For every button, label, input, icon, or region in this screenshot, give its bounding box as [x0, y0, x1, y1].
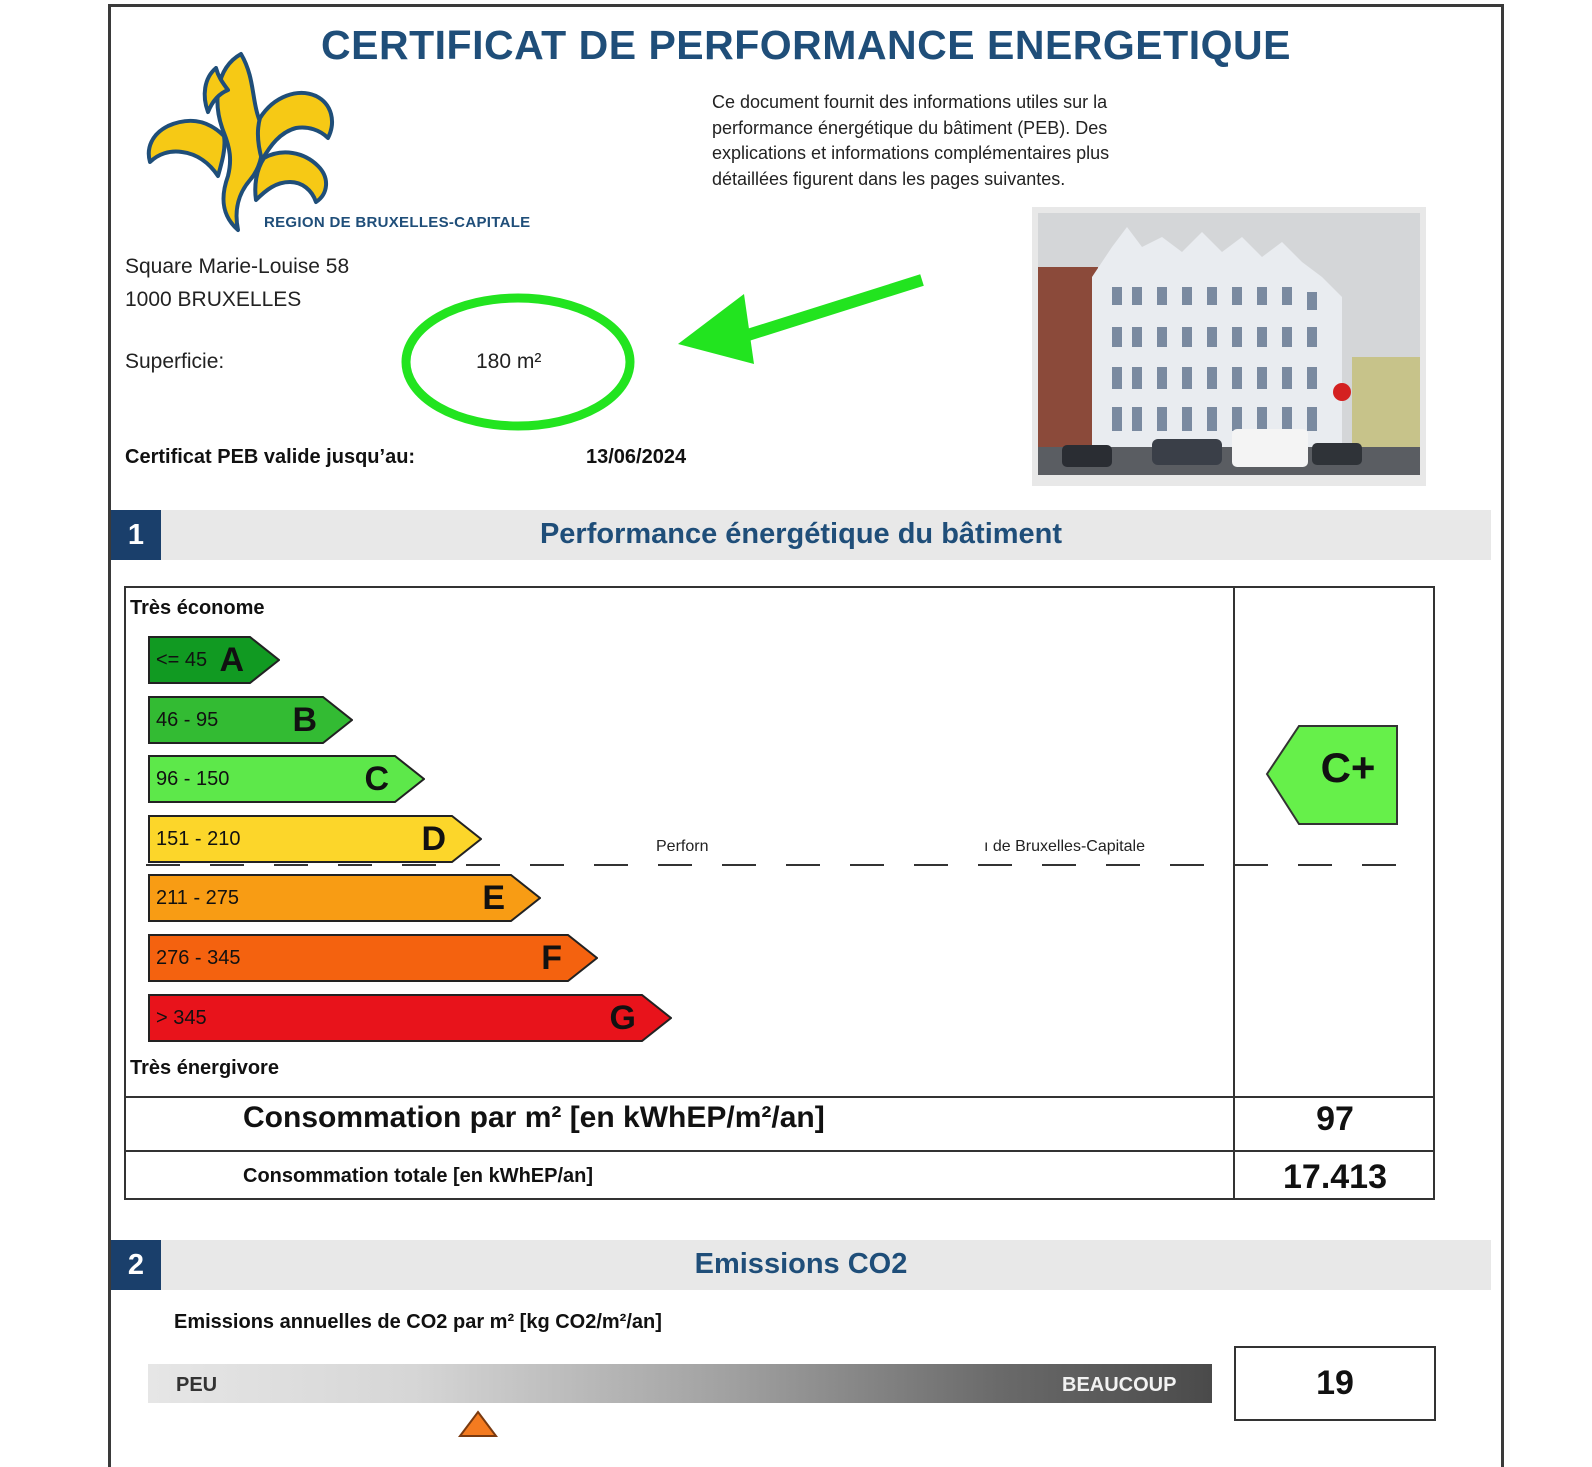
validity-date: 13/06/2024: [586, 446, 687, 468]
address-street: Square Marie-Louise 58: [125, 255, 350, 278]
energy-band-range: <= 45: [156, 648, 208, 671]
energy-band-range: 96 - 150: [156, 767, 230, 790]
consumption-m2-value: 97: [1316, 1100, 1354, 1138]
energy-band-c: [148, 755, 425, 803]
validity-label: Certificat PEB valide jusqu’au:: [125, 446, 416, 468]
superficie-value: 180 m²: [476, 350, 542, 373]
energy-band-range: 276 - 345: [156, 946, 241, 969]
energy-band-d: [148, 815, 482, 863]
region-name: REGION DE BRUXELLES-CAPITALE: [264, 214, 531, 231]
co2-caption: Emissions annuelles de CO2 par m² [kg CO2/m²/an]: [174, 1311, 662, 1333]
building-photo: [1032, 207, 1426, 486]
reference-text-left: Perforn: [656, 838, 709, 855]
address-city: 1000 BRUXELLES: [125, 288, 302, 311]
section-1-title: Performance énergétique du bâtiment: [539, 518, 1063, 550]
table-divider: [124, 1096, 1435, 1098]
highlight-ellipse: [398, 290, 638, 434]
table-divider: [124, 1150, 1435, 1152]
energy-band-letter: A: [219, 640, 244, 679]
section-2-number: 2: [111, 1240, 161, 1290]
energy-rating-value: C+: [1320, 744, 1376, 791]
energy-band-letter: C: [364, 759, 389, 798]
energy-band-e: [148, 874, 541, 922]
energy-band-b: [148, 696, 353, 744]
energy-band-range: 211 - 275: [156, 886, 240, 909]
energy-band-letter: B: [292, 700, 317, 739]
green-arrow-icon: [672, 272, 932, 372]
co2-scale-high-label: BEAUCOUP: [1062, 1374, 1177, 1396]
reference-text-right: ı de Bruxelles-Capitale: [984, 838, 1145, 855]
consumption-total-value: 17.413: [1283, 1158, 1387, 1196]
energy-band-range: 46 - 95: [156, 708, 219, 731]
energy-band-range: 151 - 210: [156, 827, 241, 850]
consumption-m2-label: Consommation par m² [en kWhEP/m²/an]: [243, 1101, 825, 1134]
co2-marker-icon: [458, 1410, 498, 1440]
co2-scale-low-label: PEU: [176, 1374, 218, 1396]
section-2-title: Emissions CO2: [694, 1248, 908, 1280]
co2-scale-bar: [148, 1364, 1212, 1403]
reference-line: [146, 862, 1396, 868]
energy-band-f: [148, 934, 598, 982]
energy-band-g: [148, 994, 672, 1042]
brussels-iris-logo: [146, 48, 336, 236]
scale-top-caption: Très économe: [130, 597, 265, 619]
intro-text: Ce document fournit des informations utiles sur la performance énergétique du bâtiment (PEB). Des explications et informations complémentaires plus détaillées figurent dans les pages suivantes.: [712, 92, 1110, 189]
section-1-header: [111, 510, 1491, 560]
energy-band-letter: F: [541, 938, 562, 977]
energy-band-a: [148, 636, 280, 684]
scale-bottom-caption: Très énergivore: [130, 1057, 279, 1079]
consumption-total-label: Consommation totale [en kWhEP/an]: [243, 1165, 594, 1187]
energy-band-letter: D: [421, 819, 446, 858]
energy-band-letter: E: [482, 878, 505, 917]
energy-band-letter: G: [609, 998, 636, 1037]
co2-value: 19: [1234, 1346, 1436, 1421]
page-title: CERTIFICAT DE PERFORMANCE ENERGETIQUE: [321, 22, 1291, 68]
energy-band-range: > 345: [156, 1006, 207, 1029]
section-1-number: 1: [111, 510, 161, 560]
section-2-header: [111, 1240, 1491, 1290]
superficie-label: Superficie:: [125, 350, 225, 373]
